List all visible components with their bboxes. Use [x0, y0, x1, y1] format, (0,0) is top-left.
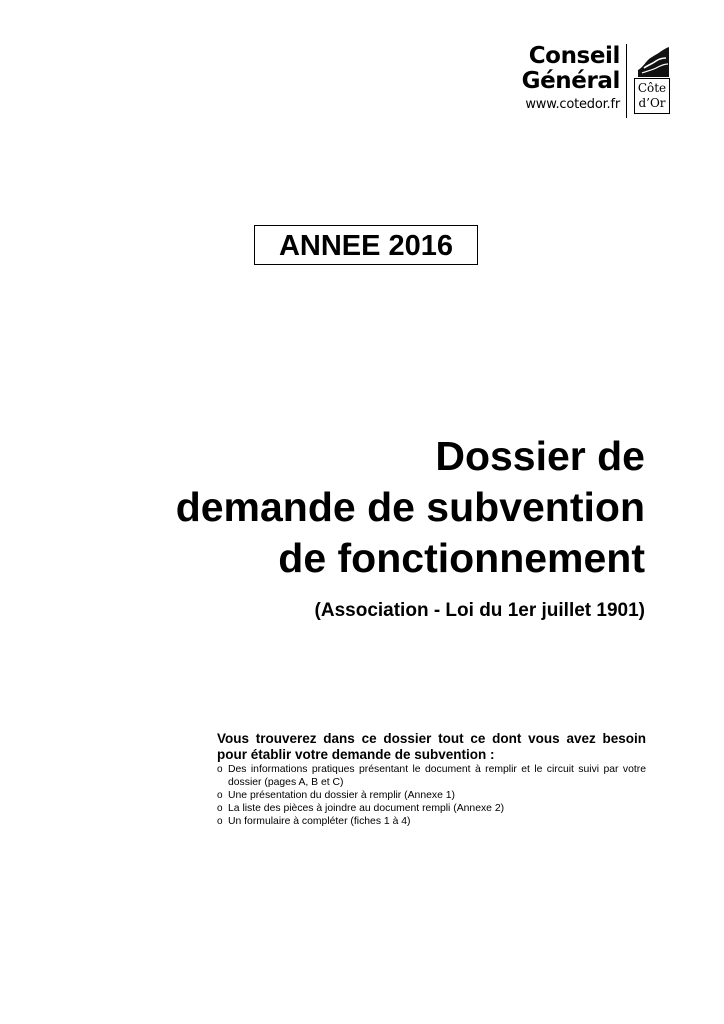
document-subtitle: (Association - Loi du 1er juillet 1901) [314, 600, 645, 621]
title-line-3: de fonctionnement [278, 535, 645, 581]
list-item-text: Un formulaire à compléter (fiches 1 à 4) [228, 816, 411, 827]
list-item [217, 763, 646, 789]
cote-dor-emblem-icon [636, 46, 670, 78]
logo-website: www.cotedor.fr [525, 97, 620, 112]
list-item [217, 802, 646, 815]
logo-line-conseil: Conseil [528, 43, 620, 69]
emblem-label-line2: d’Or [638, 96, 666, 110]
logo-line-general: Général [521, 68, 620, 94]
list-item [217, 815, 646, 828]
intro-section [217, 731, 646, 828]
title-line-2: demande de subvention [175, 484, 645, 530]
bullet-icon: o [217, 803, 223, 814]
list-item [217, 789, 646, 802]
bullet-icon: o [217, 790, 223, 801]
document-title [85, 431, 645, 584]
title-line-1: Dossier de [435, 433, 645, 479]
list-item-text: La liste des pièces à joindre au document rempli (Annexe 2) [228, 803, 505, 814]
bullet-icon: o [217, 816, 223, 827]
logo-wordmark [505, 44, 620, 114]
intro-lead-text: Vous trouverez dans ce dossier tout ce dont vous avez besoin pour établir votre demande de subvention : [217, 731, 646, 762]
list-item-text: Des informations pratiques présentant le document à remplir et le circuit suivi par votre dossier (pages A, B et C) [228, 764, 646, 788]
year-box: ANNEE 2016 [254, 225, 478, 265]
contents-list [217, 763, 646, 828]
emblem-label-line1: Côte [637, 81, 667, 95]
emblem-label-box [634, 78, 670, 114]
logo-emblem [632, 44, 674, 118]
logo-divider [626, 44, 627, 118]
conseil-general-logo [505, 44, 681, 124]
list-item-text: Une présentation du dossier à remplir (Annexe 1) [228, 790, 455, 801]
bullet-icon: o [217, 764, 223, 775]
